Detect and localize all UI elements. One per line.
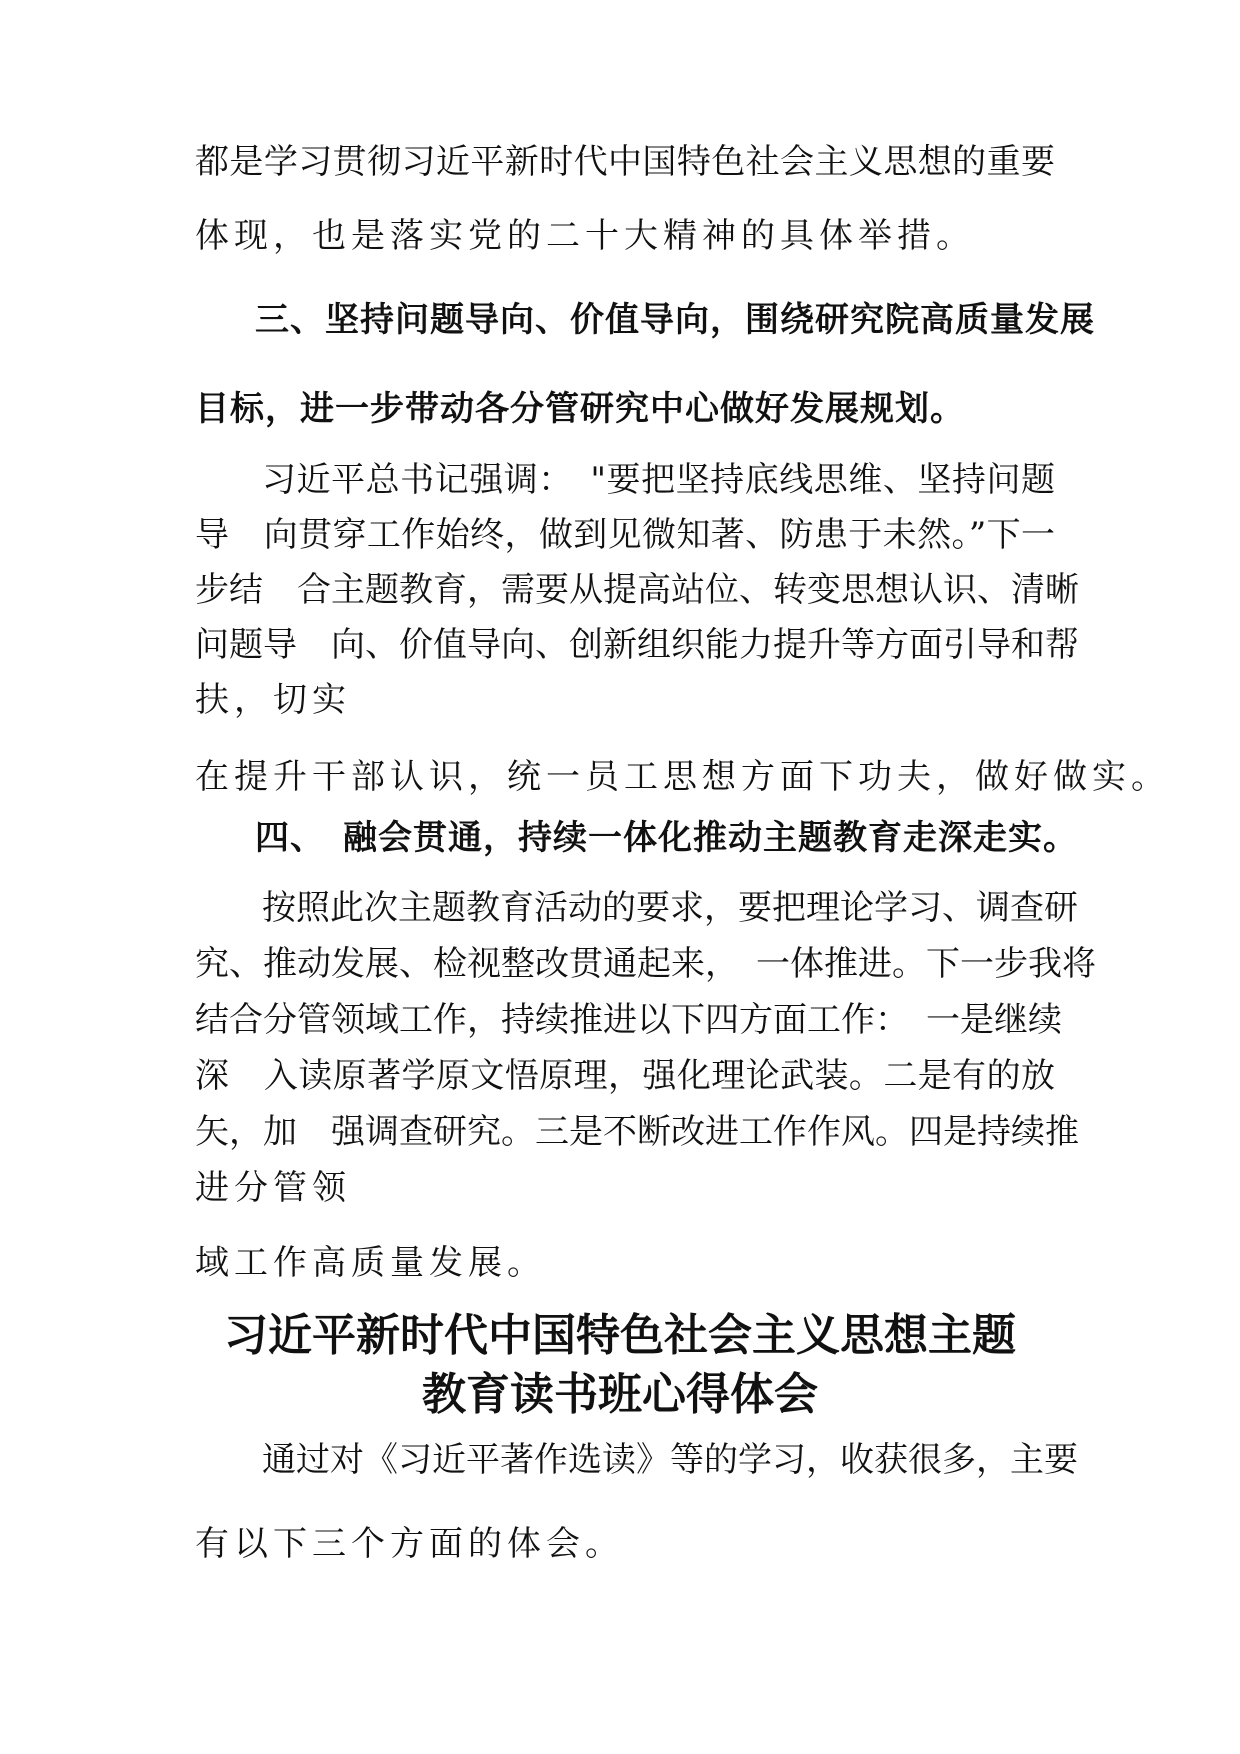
paragraph-line: 问题导 向、价值导向、创新组织能力提升等方面引导和帮 — [195, 625, 1079, 665]
paragraph-line: 结合分管领域工作，持续推进以下四方面工作： 一是继续 — [195, 1000, 1062, 1040]
paragraph-line: 步结 合主题教育，需要从提高站位、转变思想认识、清晰 — [195, 570, 1079, 610]
paragraph-line: 导 向贯穿工作始终，做到见微知著、防患于未然。”下一 — [195, 515, 1055, 555]
paragraph-line: 扶，切实 — [195, 680, 351, 720]
paragraph-line: 按照此次主题教育活动的要求，要把理论学习、调查研 — [262, 888, 1078, 928]
document-title-line-2: 教育读书班心得体会 — [422, 1369, 818, 1420]
paragraph-line: 习近平总书记强调： "要把坚持底线思维、坚持问题 — [262, 460, 1055, 500]
paragraph-line: 进分管领 — [195, 1168, 351, 1208]
paragraph-line: 都是学习贯彻习近平新时代中国特色社会主义思想的重要 — [195, 142, 1055, 182]
paragraph-line: 深 入读原著学原文悟原理，强化理论武装。二是有的放 — [195, 1056, 1055, 1096]
paragraph-line: 体现，也是落实党的二十大精神的具体举措。 — [195, 216, 975, 256]
document-title-line-1: 习近平新时代中国特色社会主义思想主题 — [224, 1310, 1016, 1361]
section-heading-3: 三、坚持问题导向、价值导向，围绕研究院高质量发展 — [255, 300, 1095, 340]
paragraph-line: 域工作高质量发展。 — [195, 1243, 546, 1283]
paragraph-line: 在提升干部认识，统一员工思想方面下功夫，做好做实。 — [195, 757, 1170, 797]
paragraph-line: 有以下三个方面的体会。 — [195, 1524, 624, 1564]
paragraph-line: 通过对《习近平著作选读》等的学习，收获很多，主要 — [262, 1440, 1078, 1480]
paragraph-line: 究、推动发展、检视整改贯通起来， 一体推进。下一步我将 — [195, 944, 1096, 984]
paragraph-line: 矢，加 强调查研究。三是不断改进工作作风。四是持续推 — [195, 1112, 1079, 1152]
section-heading-3-cont: 目标，进一步带动各分管研究中心做好发展规划。 — [195, 389, 965, 429]
section-heading-4: 四、 融会贯通，持续一体化推动主题教育走深走实。 — [255, 818, 1078, 858]
